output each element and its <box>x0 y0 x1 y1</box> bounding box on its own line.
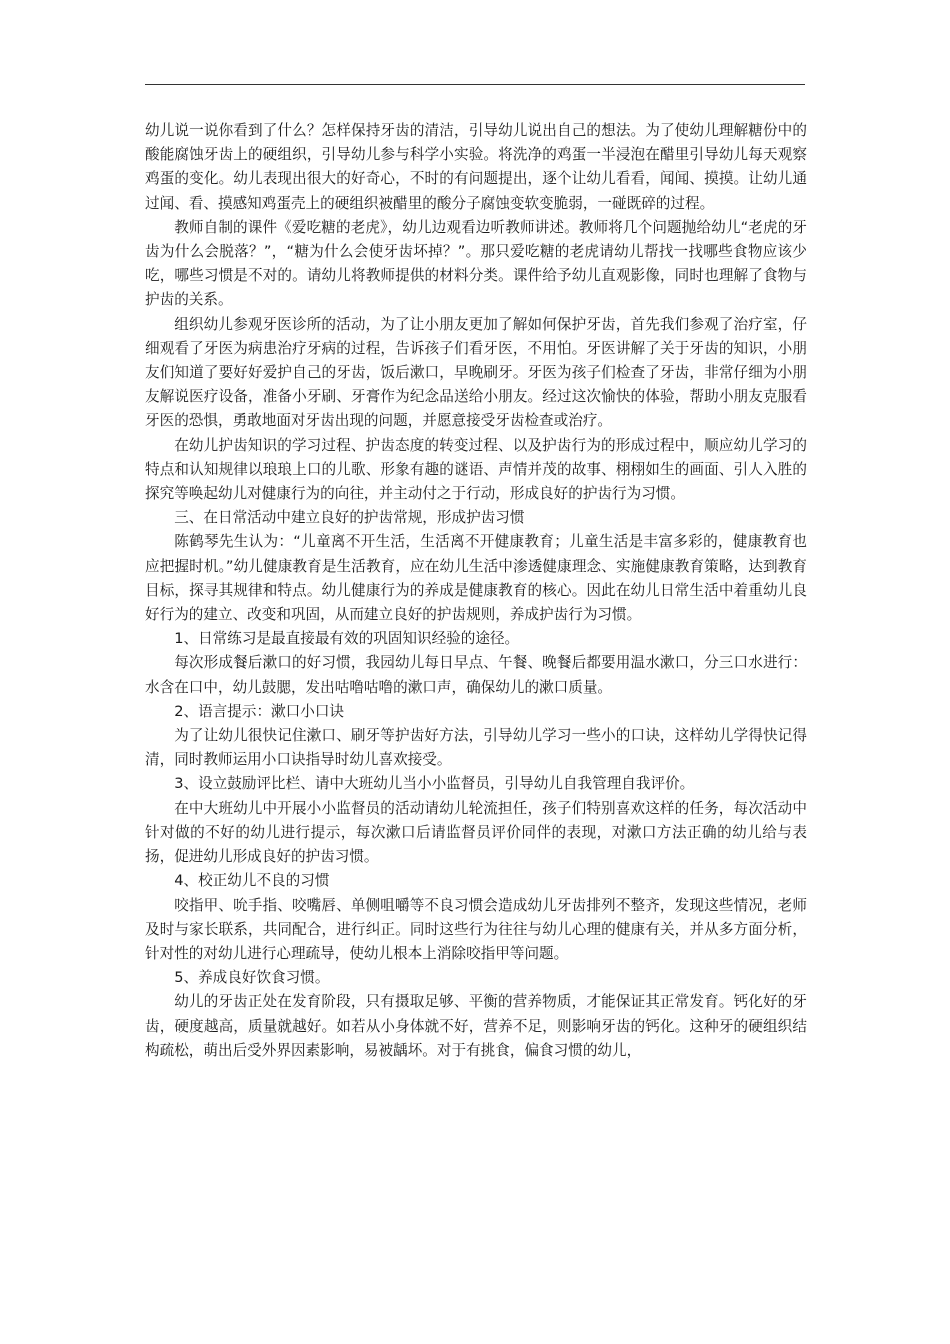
header-rule <box>145 84 805 85</box>
paragraph-2: 教师自制的课件《爱吃糖的老虎》，幼儿边观看边听教师讲述。教师将几个问题抛给幼儿“老虎的牙齿为什么会脱落？”，“糖为什么会使牙齿坏掉？”。那只爱吃糖的老虎请幼儿帮找一找哪些食物应该少吃，哪些习惯是不对的。请幼儿将教师提供的材料分类。课件给予幼儿直观影像，同时也理解了食物与护齿的关系。 <box>145 218 807 309</box>
subheading-1: 1、日常练习是最直接最有效的巩固知识经验的途径。 <box>174 630 520 648</box>
paragraph-6: 每次形成餐后漱口的好习惯，我园幼儿每日早点、午餐、晚餐后都要用温水漱口，分三口水进行：水含在口中，幼儿鼓腮，发出咕噜咕噜的漱口声，确保幼儿的漱口质量。 <box>145 654 807 696</box>
paragraph-1: 幼儿说一说你看到了什么？怎样保持牙齿的清洁，引导幼儿说出自己的想法。为了使幼儿理解糖份中的酸能腐蚀牙齿上的硬组织，引导幼儿参与科学小实验。将洗净的鸡蛋一半浸泡在醋里引导幼儿每天观察鸡蛋的变化。幼儿表现出很大的好奇心，不时的有问题提出，逐个让幼儿看看，闻闻、摸摸。让幼儿通过闻、看、摸感知鸡蛋壳上的硬组织被醋里的酸分子腐蚀变软变脆弱，一碰既碎的过程。 <box>145 122 807 212</box>
paragraph-5: 陈鹤琴先生认为：“儿童离不开生活，生活离不开健康教育；儿童生活是丰富多彩的，健康教育也应把握时机。”幼儿健康教育是生活教育，应在幼儿生活中渗透健康理念、实施健康教育策略，达到教育目标，探寻其规律和特点。幼儿健康行为的养成是健康教育的核心。因此在幼儿日常生活中着重幼儿良好行为的建立、改变和巩固，从而建立良好的护齿规则，养成护齿行为习惯。 <box>145 533 807 624</box>
paragraph-3: 组织幼儿参观牙医诊所的活动，为了让小朋友更加了解如何保护牙齿，首先我们参观了治疗室，仔细观看了牙医为病患治疗牙病的过程，告诉孩子们看牙医，不用怕。牙医讲解了关于牙齿的知识，小朋友们知道了要好好爱护自己的牙齿，饭后漱口，早晚刷牙。牙医为孩子们检查了牙齿，非常仔细为小朋友解说医疗设备，准备小牙刷、牙膏作为纪念品送给小朋友。经过这次愉快的体验，帮助小朋友克服看牙医的恐惧，勇敢地面对牙齿出现的问题，并愿意接受牙齿检查或治疗。 <box>145 315 807 430</box>
paragraph-4: 在幼儿护齿知识的学习过程、护齿态度的转变过程、以及护齿行为的形成过程中，顺应幼儿学习的特点和认知规律以琅琅上口的儿歌、形象有趣的谜语、声情并茂的故事、栩栩如生的画面、引人入胜的探究等唤起幼儿对健康行为的向往，并主动付之于行动，形成良好的护齿行为习惯。 <box>145 436 807 503</box>
paragraph-9: 咬指甲、吮手指、咬嘴唇、单侧咀嚼等不良习惯会造成幼儿牙齿排列不整齐，发现这些情况，老师及时与家长联系，共同配合，进行纠正。同时这些行为往往与幼儿心理的健康有关，并从多方面分析，针对性的对幼儿进行心理疏导，使幼儿根本上消除咬指甲等问题。 <box>145 896 807 962</box>
subheading-2: 2、语言提示：漱口小口诀 <box>174 702 345 720</box>
subheading-4: 4、校正幼儿不良的习惯 <box>174 872 330 890</box>
document-body <box>145 119 807 1063</box>
paragraph-8: 在中大班幼儿中开展小小监督员的活动请幼儿轮流担任，孩子们特别喜欢这样的任务，每次活动中针对做的不好的幼儿进行提示，每次漱口后请监督员评价同伴的表现，对漱口方法正确的幼儿给与表扬，促进幼儿形成良好的护齿习惯。 <box>145 799 807 866</box>
subheading-5: 5、养成良好饮食习惯。 <box>174 969 330 987</box>
subheading-3: 3、设立鼓励评比栏、请中大班幼儿当小小监督员，引导幼儿自我管理自我评价。 <box>174 775 695 793</box>
section-heading-3: 三、在日常活动中建立良好的护齿常规，形成护齿习惯 <box>174 509 525 527</box>
paragraph-7: 为了让幼儿很快记住漱口、刷牙等护齿好方法，引导幼儿学习一些小的口诀，这样幼儿学得快记得清，同时教师运用小口诀指导时幼儿喜欢接受。 <box>145 727 807 769</box>
paragraph-10: 幼儿的牙齿正处在发育阶段，只有摄取足够、平衡的营养物质，才能保证其正常发育。钙化好的牙齿，硬度越高，质量就越好。如若从小身体就不好，营养不足，则影响牙齿的钙化。这种牙的硬组织结构疏松，萌出后受外界因素影响，易被龋坏。对于有挑食，偏食习惯的幼儿， <box>145 993 807 1059</box>
